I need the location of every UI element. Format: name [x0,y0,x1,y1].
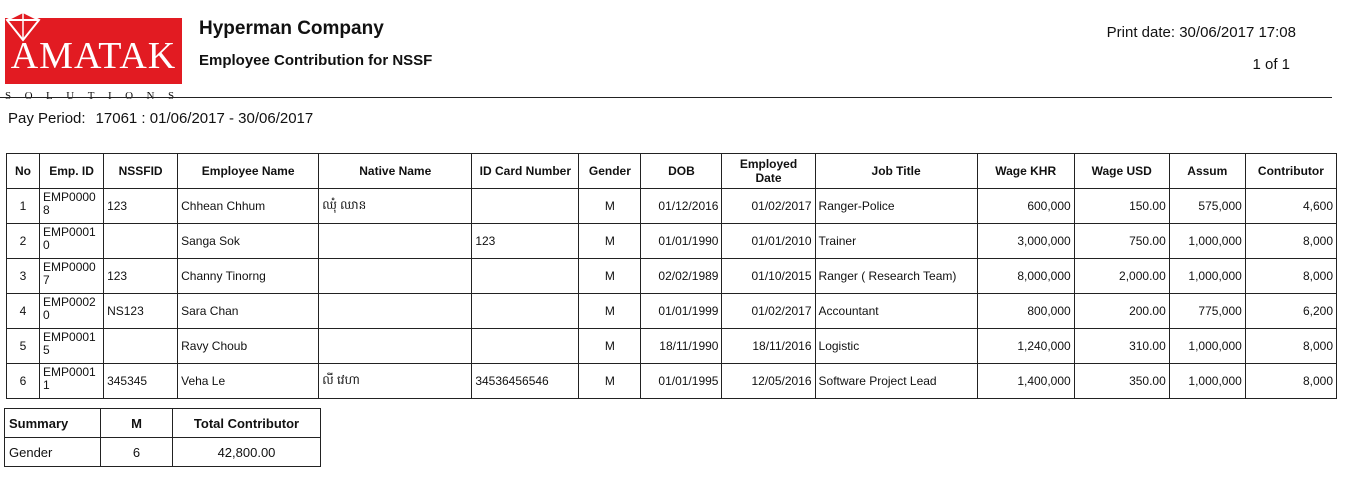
cell-native-name [319,224,472,259]
cell-emp-id: EMP0000 7 [40,259,104,294]
col-job-title: Job Title [815,154,977,189]
page-number: 1 of 1 [1252,56,1290,73]
cell-no: 3 [7,259,40,294]
logo-brand-text: AMATAK [10,35,177,77]
cell-job-title: Ranger ( Research Team) [815,259,977,294]
cell-dob: 01/01/1995 [641,364,722,399]
report-title: Employee Contribution for NSSF [199,52,433,69]
summary-label: Gender [5,438,101,467]
cell-employee-name: Channy Tinorng [178,259,319,294]
cell-wage-usd: 2,000.00 [1074,259,1169,294]
cell-assum: 1,000,000 [1169,329,1245,364]
cell-wage-usd: 750.00 [1074,224,1169,259]
table-row [7,224,1337,259]
cell-wage-khr: 1,240,000 [977,329,1074,364]
cell-job-title: Logistic [815,329,977,364]
cell-wage-khr: 8,000,000 [977,259,1074,294]
cell-contributor: 6,200 [1245,294,1336,329]
cell-nssfid [104,224,178,259]
cell-gender: M [579,189,641,224]
cell-wage-khr: 1,400,000 [977,364,1074,399]
summary-col-m: M [101,409,173,438]
cell-native-name [319,259,472,294]
cell-employee-name: Sanga Sok [178,224,319,259]
col-contributor: Contributor [1245,154,1336,189]
table-row [7,189,1337,224]
cell-no: 5 [7,329,40,364]
cell-nssfid: 345345 [104,364,178,399]
col-assum: Assum [1169,154,1245,189]
cell-job-title: Software Project Lead [815,364,977,399]
table-row [7,259,1337,294]
cell-employed-date: 01/02/2017 [722,189,815,224]
cell-dob: 02/02/1989 [641,259,722,294]
table-row [7,329,1337,364]
company-name: Hyperman Company [199,18,384,39]
cell-assum: 1,000,000 [1169,364,1245,399]
col-dob: DOB [641,154,722,189]
col-native-name: Native Name [319,154,472,189]
cell-id-card: 123 [472,224,579,259]
col-employed-date: Employed Date [722,154,815,189]
cell-no: 6 [7,364,40,399]
col-employee-name: Employee Name [178,154,319,189]
cell-dob: 01/01/1990 [641,224,722,259]
cell-wage-usd: 150.00 [1074,189,1169,224]
employee-contribution-table [6,153,1337,399]
cell-contributor: 4,600 [1245,189,1336,224]
summary-m-count: 6 [101,438,173,467]
cell-assum: 775,000 [1169,294,1245,329]
cell-employee-name: Sara Chan [178,294,319,329]
cell-employee-name: Chhean Chhum [178,189,319,224]
cell-gender: M [579,224,641,259]
cell-id-card [472,259,579,294]
summary-total-contributor: 42,800.00 [173,438,321,467]
cell-no: 4 [7,294,40,329]
cell-gender: M [579,329,641,364]
cell-assum: 575,000 [1169,189,1245,224]
cell-employed-date: 01/02/2017 [722,294,815,329]
cell-wage-usd: 350.00 [1074,364,1169,399]
col-emp-id: Emp. ID [40,154,104,189]
cell-employee-name: Ravy Choub [178,329,319,364]
cell-id-card [472,189,579,224]
cell-employee-name: Veha Le [178,364,319,399]
cell-native-name: ឈុំ ឈាន [319,189,472,224]
cell-job-title: Accountant [815,294,977,329]
cell-contributor: 8,000 [1245,364,1336,399]
col-id-card: ID Card Number [472,154,579,189]
summary-header-row [5,409,321,438]
cell-gender: M [579,364,641,399]
cell-emp-id: EMP0001 1 [40,364,104,399]
pay-period-label: Pay Period: [8,110,86,127]
cell-gender: M [579,259,641,294]
cell-job-title: Trainer [815,224,977,259]
cell-emp-id: EMP0000 8 [40,189,104,224]
cell-nssfid: 123 [104,189,178,224]
col-wage-khr: Wage KHR [977,154,1074,189]
cell-native-name [319,329,472,364]
pay-period [8,110,313,127]
cell-employed-date: 12/05/2016 [722,364,815,399]
cell-id-card [472,329,579,364]
cell-nssfid: 123 [104,259,178,294]
cell-gender: M [579,294,641,329]
cell-no: 2 [7,224,40,259]
cell-native-name: លី វេហា [319,364,472,399]
company-logo [5,12,188,102]
col-gender: Gender [579,154,641,189]
table-row [7,364,1337,399]
summary-row [5,438,321,467]
header-divider [0,97,1332,98]
cell-id-card [472,294,579,329]
cell-contributor: 8,000 [1245,259,1336,294]
cell-no: 1 [7,189,40,224]
cell-job-title: Ranger-Police [815,189,977,224]
cell-dob: 01/12/2016 [641,189,722,224]
cell-native-name [319,294,472,329]
cell-id-card: 34536456546 [472,364,579,399]
cell-contributor: 8,000 [1245,224,1336,259]
cell-emp-id: EMP0001 5 [40,329,104,364]
summary-col-summary: Summary [5,409,101,438]
col-wage-usd: Wage USD [1074,154,1169,189]
cell-employed-date: 01/10/2015 [722,259,815,294]
cell-wage-khr: 3,000,000 [977,224,1074,259]
cell-wage-khr: 800,000 [977,294,1074,329]
logo-tagline: SOLUTIONS [5,90,188,102]
cell-dob: 18/11/1990 [641,329,722,364]
print-date: Print date: 30/06/2017 17:08 [1106,24,1296,41]
summary-table [4,408,321,467]
col-nssfid: NSSFID [104,154,178,189]
cell-emp-id: EMP0001 0 [40,224,104,259]
cell-employed-date: 01/01/2010 [722,224,815,259]
table-row [7,294,1337,329]
cell-assum: 1,000,000 [1169,259,1245,294]
cell-wage-usd: 310.00 [1074,329,1169,364]
cell-contributor: 8,000 [1245,329,1336,364]
cell-dob: 01/01/1999 [641,294,722,329]
cell-nssfid: NS123 [104,294,178,329]
table-header-row [7,154,1337,189]
col-no: No [7,154,40,189]
cell-wage-khr: 600,000 [977,189,1074,224]
summary-col-total: Total Contributor [173,409,321,438]
cell-assum: 1,000,000 [1169,224,1245,259]
pay-period-value: 17061 : 01/06/2017 - 30/06/2017 [95,110,314,127]
cell-emp-id: EMP0002 0 [40,294,104,329]
cell-employed-date: 18/11/2016 [722,329,815,364]
cell-wage-usd: 200.00 [1074,294,1169,329]
cell-nssfid [104,329,178,364]
